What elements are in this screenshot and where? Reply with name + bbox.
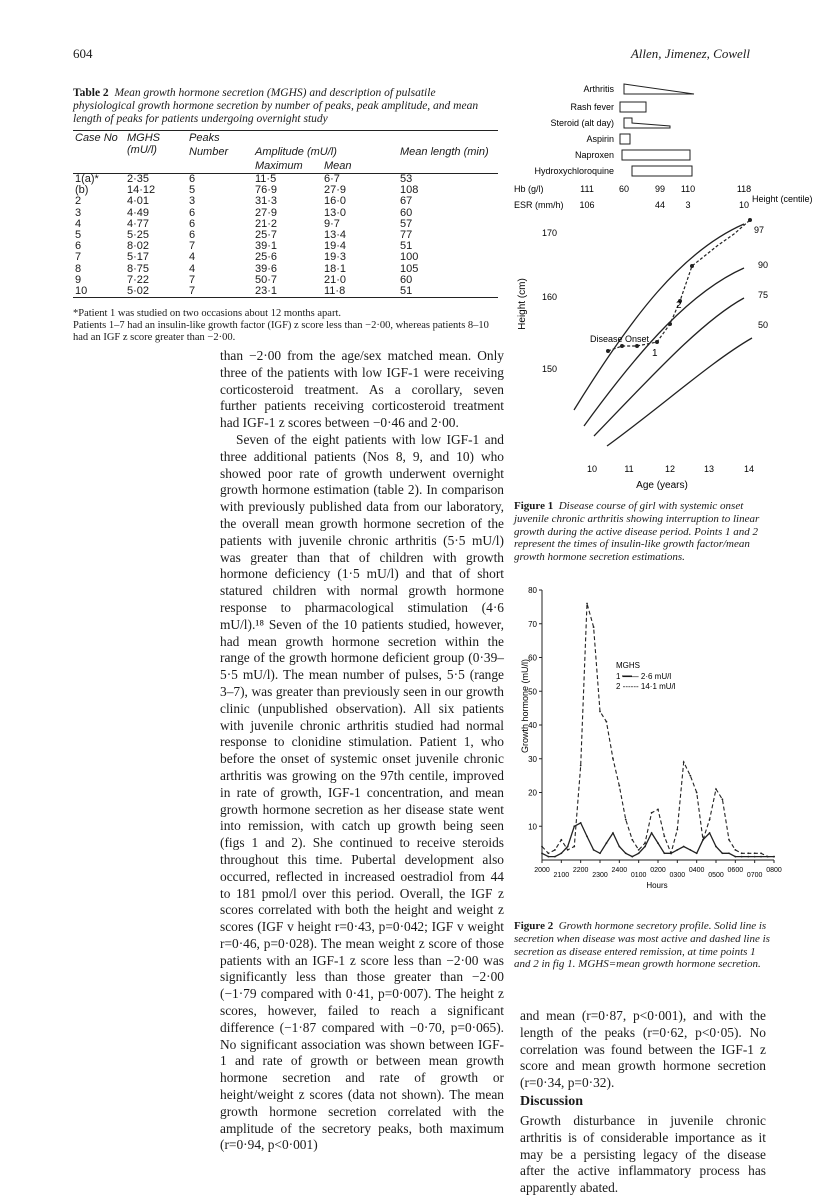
hb-value: 110 — [680, 184, 696, 194]
fig2-series-1-line — [542, 823, 774, 857]
fig2-data-point — [593, 849, 595, 851]
treatment-bar — [624, 84, 694, 94]
table-label: Table 2 — [73, 87, 109, 99]
fig2-data-point — [670, 852, 672, 854]
fig2-data-point — [599, 711, 601, 713]
fig2-data-point — [728, 852, 730, 854]
growth-point — [690, 264, 694, 268]
table-cell: 7 — [189, 240, 196, 253]
fig2-data-point — [625, 852, 627, 854]
patient-growth-line — [608, 220, 750, 351]
growth-point — [635, 344, 639, 348]
centile-label: 90 — [758, 260, 769, 270]
table-cell: 2 — [75, 195, 82, 208]
fig2-data-point — [696, 852, 698, 854]
fig2-data-point — [618, 785, 620, 787]
point-label-2: 2 — [676, 300, 682, 311]
table-cell: 6 — [189, 229, 196, 242]
fig2-x-tick-label: 2400 — [611, 867, 628, 874]
fig2-data-point — [586, 603, 588, 605]
fig2-data-point — [747, 856, 749, 858]
x-axis-label: Age (years) — [636, 480, 688, 491]
table-cell: 31·3 — [255, 195, 278, 208]
x-tick-label: 13 — [703, 464, 715, 474]
fig2-data-point — [657, 808, 659, 810]
col-header-amplitude: Amplitude (mU/l) — [255, 146, 337, 158]
fig2-data-point — [547, 856, 549, 858]
table-cell: 8·75 — [127, 262, 150, 275]
y-tick-label: 170 — [542, 228, 558, 238]
table-cell: 5 — [189, 184, 196, 197]
fig2-y-tick-label: 80 — [528, 586, 537, 595]
table-cell: 10 — [75, 285, 88, 298]
table-cell: 39·1 — [255, 240, 278, 253]
fig2-y-tick-label: 70 — [528, 619, 537, 629]
table-cell: 14·12 — [127, 184, 156, 197]
figure-2-label: Figure 2 — [514, 920, 554, 932]
treatment-label: Hydroxychloroquine — [534, 166, 614, 176]
table-cell: 21·2 — [255, 217, 278, 230]
figure-1-caption — [514, 500, 770, 564]
fig2-data-point — [599, 852, 601, 854]
centile-label: 50 — [758, 320, 769, 330]
fig2-data-point — [612, 832, 614, 834]
esr-value: 10 — [738, 200, 750, 210]
table-cell: 4·77 — [127, 217, 150, 230]
treatment-label: Arthritis — [583, 84, 614, 94]
fig2-x-axis-label: Hours — [646, 881, 668, 890]
fig2-data-point — [683, 846, 685, 848]
table-2 — [73, 130, 498, 298]
fig2-data-point — [754, 856, 756, 858]
table-cell: 18·1 — [324, 262, 347, 275]
page-number: 604 — [73, 46, 93, 61]
table-cell: 8 — [75, 262, 82, 275]
table-cell: 6 — [189, 173, 196, 185]
esr-label: ESR (mm/h) — [514, 200, 564, 210]
table-cell: 7 — [189, 273, 196, 286]
fig2-data-point — [676, 829, 678, 831]
fig2-data-point — [741, 856, 743, 858]
table-cell: 13·4 — [324, 229, 347, 242]
col-header-maximum: Maximum — [255, 160, 303, 172]
fig2-data-point — [734, 856, 736, 858]
fig2-data-point — [580, 765, 582, 767]
figure-2 — [512, 580, 788, 890]
treatment-bar — [632, 166, 692, 176]
treatment-bar — [620, 134, 630, 144]
table-cell: 25·6 — [255, 251, 278, 264]
fig2-data-point — [689, 775, 691, 777]
table-cell: 16·0 — [324, 195, 347, 208]
fig2-legend-title: MGHS — [616, 661, 640, 670]
fig2-y-tick-label: 10 — [528, 822, 537, 832]
fig2-data-point — [560, 839, 562, 841]
col-header-mean-length: Mean length (min) — [400, 146, 489, 158]
paragraph: than −2·00 from the age/sex matched mean. Only three of the patients with low IGF-1 were receiving corticosteroid treatment. As a corollary, seven further patients receiving corticosteroid treatment had IGF-1 z scores between −0·46 and 2·00. — [220, 348, 504, 431]
fig2-data-point — [702, 839, 704, 841]
table-cell: 6 — [75, 240, 82, 253]
hb-value: 60 — [618, 184, 630, 194]
treatment-label: Steroid (alt day) — [550, 118, 614, 128]
table-cell: 21·0 — [324, 273, 347, 286]
table-cell: 51 — [400, 240, 413, 253]
table-cell: 39·6 — [255, 262, 278, 275]
table-cell: 8·02 — [127, 240, 150, 253]
table-cell: 27·9 — [255, 206, 278, 219]
treatment-bar — [622, 150, 690, 160]
growth-point — [655, 340, 659, 344]
fig2-legend-entry-2: 2 ------ 14·1 mU/l — [616, 682, 676, 691]
fig2-data-point — [709, 832, 711, 834]
fig2-x-tick-label: 0200 — [650, 867, 666, 874]
x-tick-label: 11 — [624, 464, 634, 474]
treatment-bar — [620, 102, 646, 112]
table-cell: 5·25 — [127, 229, 150, 242]
fig2-data-point — [709, 819, 711, 821]
table-cell: 5 — [75, 229, 82, 242]
paragraph: and mean (r=0·87, p<0·001), and with the length of the peaks (r=0·62, p<0·05). No correlation was found between the IGF-1 z score and mean growth hormone secretion (r=0·34, p=0·32). — [520, 1008, 766, 1091]
table-cell: 9·7 — [324, 217, 340, 230]
fig2-x-tick-label: 0500 — [708, 872, 724, 879]
esr-value: 44 — [654, 200, 666, 210]
fig2-x-tick-label: 0100 — [630, 872, 647, 879]
centile-label: 75 — [758, 290, 769, 300]
fig2-data-point — [612, 758, 614, 760]
fig2-y-tick-label: 30 — [528, 754, 537, 764]
table-cell: 11·8 — [324, 285, 346, 298]
centile-title: Height (centile) — [752, 194, 813, 204]
table-cell: 60 — [400, 273, 413, 286]
fig2-data-point — [676, 849, 678, 851]
fig2-data-point — [734, 849, 736, 851]
table-cell: 7 — [75, 251, 82, 264]
fig2-data-point — [560, 852, 562, 854]
table-cell: 3 — [75, 206, 82, 219]
fig2-data-point — [573, 846, 575, 848]
col-header-peaks: Peaks — [189, 132, 220, 144]
fig2-data-point — [618, 846, 620, 848]
table-row — [73, 196, 498, 207]
hb-value: 118 — [736, 184, 752, 194]
col-header-mean: Mean — [324, 160, 352, 172]
fig2-data-point — [715, 846, 717, 848]
fig2-data-point — [767, 856, 769, 858]
fig2-data-point — [625, 819, 627, 821]
y-axis-label: Height (cm) — [517, 278, 528, 330]
fig2-data-point — [638, 852, 640, 854]
patient-growth-points — [606, 218, 752, 353]
fig2-data-point — [651, 812, 653, 814]
table-cell: 4 — [75, 217, 82, 230]
table-cell: 50·7 — [255, 273, 278, 286]
point-label-1: 1 — [652, 348, 658, 359]
treatment-label: Naproxen — [574, 150, 614, 160]
esr-row — [514, 200, 749, 210]
figure-1 — [512, 76, 813, 496]
table-cell: 51 — [400, 285, 413, 298]
fig2-data-point — [728, 839, 730, 841]
discussion-heading: Discussion — [520, 1094, 584, 1109]
fig2-data-point — [760, 856, 762, 858]
table-cell: 23·1 — [255, 285, 278, 298]
esr-value: 3 — [685, 200, 691, 210]
fig2-data-point — [541, 846, 543, 848]
fig2-data-point — [760, 852, 762, 854]
figure-2-caption-text: Growth hormone secretory profile. Solid line is secretion when disease was most active and dashed line is secretion as disease entered remission, at time points 1 and 2 in fig 1. MGHS=mean growth hormone secretion. — [514, 920, 770, 971]
table-cell: 7 — [189, 285, 196, 298]
fig2-data-point — [651, 832, 653, 834]
fig2-data-point — [638, 849, 640, 851]
body-column-1 — [220, 348, 504, 1154]
table-row — [73, 252, 498, 263]
col-header-case: Case No — [75, 132, 118, 144]
fig2-data-point — [747, 852, 749, 854]
fig2-data-point — [689, 849, 691, 851]
table-cell: 19·3 — [324, 251, 347, 264]
fig2-data-point — [741, 852, 743, 854]
table-cell: (b) — [75, 184, 89, 197]
table-cell: 108 — [400, 184, 419, 197]
x-tick-label: 10 — [586, 464, 598, 474]
growth-point — [606, 349, 610, 353]
fig2-legend-entry-1: 1 —— 2·6 mU/l — [616, 672, 672, 681]
fig2-data-point — [644, 846, 646, 848]
discussion-paragraph — [520, 1113, 766, 1197]
centile-curve-50 — [607, 338, 752, 446]
hb-label: Hb (g/l) — [514, 184, 544, 194]
figure-2-caption — [514, 920, 770, 971]
fig2-data-point — [593, 626, 595, 628]
fig2-data-point — [547, 852, 549, 854]
fig2-data-point — [721, 798, 723, 800]
fig2-data-point — [554, 849, 556, 851]
table-cell: 19·4 — [324, 240, 347, 253]
table-caption-text: Mean growth hormone secretion (MGHS) and description of pulsatile physiological growth hormone secretion by number of peaks, peak amplitude, and mean length of peaks for patients undergoing overnight study — [73, 87, 479, 125]
table-cell: 105 — [400, 262, 419, 275]
fig2-x-tick-label: 2300 — [592, 872, 608, 879]
onset-label: Disease Onset — [590, 334, 650, 344]
table-cell: 77 — [400, 229, 413, 242]
fig2-data-point — [554, 856, 556, 858]
table-cell: 5·17 — [127, 251, 150, 264]
fig2-data-point — [586, 835, 588, 837]
fig2-data-point — [644, 842, 646, 844]
paragraph: Seven of the eight patients with low IGF-1 and three additional patients (Nos 8, 9, and 10) who showed poor rate of growth underwent overnight growth hormone estimation (table 2). In comparison with previously published data from our laboratory, the overall mean growth hormone secretion of the patients with juvenile chronic arthritis (5·5 mU/l) was greater than that of children with growth hormone deficiency (1·5 mU/l) and that of short statured children with normal growth hormone response to pharmacological stimulation (4·6 mU/l).¹⁸ Seven of the 10 patients studied, however, had mean growth hormone secretion within the range of the growth hormone deficient group (0·39–5·5 mU/l). The mean number of pulses, 5·5 (range 3–7), was greater than previously seen in our growth clinic (unpublished observation). All six patients with juvenile chronic arthritis studied had normal response to clonidine stimulation. Patient 1, who before the onset of systemic onset juvenile chronic arthritis was growing on the 97th centile, improved in rate of growth, IGF-1 concentration, and mean growth hormone secretion as her disease state went into remission, with catch up growth being seen (figs 1 and 2). She continued to receive steroids throughout this time. Pubertal development also occurred, reflected in increased oestradiol from 44 to 181 pmol/l over this period. Overall, the IGF z scores correlated with both the height and weight z scores (IGF v height r=0·43, p=0·042; IGF v weight r=0·46, p=0·028). The mean weight z score of those patients with an IGF-1 z score less than −2·00 was significantly less than those greater than −2·00 (−1·79 compared with 0·41, p=0·007). The height z scores, however, failed to reach a significant difference (−1·87 compared with −0·70, p=0·065). No significant association was shown between IGF-1 and rate of growth or between mean growth hormone secretion and rate of growth or height/weight z scores (data not shown). The mean growth hormone secretion correlated with the amplitude of the secretory peaks, both maximum (r=0·94, p<0·001) — [220, 431, 504, 1153]
fig2-data-point — [773, 856, 775, 858]
fig2-data-point — [580, 822, 582, 824]
fig2-data-point — [631, 839, 633, 841]
fig2-data-point — [631, 856, 633, 858]
figure-1-caption-text: Disease course of girl with systemic onset juvenile chronic arthritis showing interruption to linear growth during the active disease period. Points 1 and 2 represent the times of insulin-like growth factor/mean growth hormone secretion estimations. — [514, 500, 760, 564]
table-cell: 6 — [189, 217, 196, 230]
table-cell: 53 — [400, 173, 413, 185]
hb-value: 99 — [654, 184, 666, 194]
fig2-data-point — [721, 852, 723, 854]
growth-point — [668, 322, 672, 326]
table-cell: 27·9 — [324, 184, 347, 197]
fig2-data-point — [567, 849, 569, 851]
esr-value: 106 — [579, 200, 595, 210]
fig2-data-point — [657, 842, 659, 844]
fig2-data-point — [605, 842, 607, 844]
table-cell: 67 — [400, 195, 413, 208]
x-tick-label: 14 — [743, 464, 755, 474]
fig2-data-point — [663, 852, 665, 854]
table-cell: 4·49 — [127, 206, 150, 219]
col-header-mghs: MGHS (mU/l) — [127, 132, 160, 156]
fig2-data-point — [696, 792, 698, 794]
fig2-data-point — [754, 852, 756, 854]
fig2-y-tick-label: 40 — [528, 721, 537, 730]
fig2-x-tick-label: 0400 — [688, 867, 705, 874]
fig2-y-tick-label: 60 — [528, 653, 537, 663]
fig2-y-axis-label: Growth hormone (mU/l) — [520, 658, 530, 754]
table-cell: 7·22 — [127, 273, 150, 286]
fig2-data-point — [567, 846, 569, 848]
hb-value: 111 — [580, 184, 594, 194]
table-cell: 9 — [75, 273, 82, 286]
table-cell: 3 — [189, 195, 196, 208]
y-tick-label: 160 — [542, 292, 558, 302]
fig2-data-point — [605, 721, 607, 723]
treatment-bar — [624, 118, 670, 128]
treatment-timeline — [534, 84, 694, 176]
table-cell: 11·5 — [255, 173, 277, 185]
fig2-y-tick-label: 50 — [528, 687, 537, 697]
y-tick-label: 150 — [542, 364, 558, 374]
table-cell: 57 — [400, 217, 413, 230]
running-head: Allen, Jimenez, Cowell — [630, 46, 750, 61]
fig2-x-tick-label: 2000 — [534, 867, 550, 874]
table-cell: 4 — [189, 262, 196, 275]
table-caption — [73, 87, 493, 126]
table-cell: 13·0 — [324, 206, 347, 219]
fig2-y-tick-label: 20 — [528, 788, 537, 798]
fig2-data-point — [573, 825, 575, 827]
table-cell: 76·9 — [255, 184, 278, 197]
figure-1-label: Figure 1 — [514, 500, 554, 512]
table-cell: 6·7 — [324, 173, 340, 185]
treatment-label: Rash fever — [570, 102, 614, 112]
fig2-x-tick-label: 2200 — [572, 867, 589, 874]
table-cell: 25·7 — [255, 229, 278, 242]
fig2-x-tick-label: 0800 — [766, 867, 782, 874]
fig2-x-tick-label: 0600 — [727, 867, 744, 874]
table-cell: 4·01 — [127, 195, 150, 208]
fig2-x-tick-label: 2100 — [553, 872, 570, 879]
table-footnote-1: *Patient 1 was studied on two occasions about 12 months apart. — [73, 308, 342, 319]
fig2-x-tick-label: 0700 — [746, 872, 763, 879]
fig2-x-tick-label: 0300 — [669, 872, 686, 879]
paragraph: Growth disturbance in juvenile chronic arthritis is of considerable importance as it may be a persisting legacy of the disease after the active inflammatory process has apparently abated. — [520, 1113, 766, 1196]
treatment-label: Aspirin — [586, 134, 614, 144]
x-tick-label: 12 — [664, 464, 676, 474]
growth-point — [620, 344, 624, 348]
fig2-data-point — [683, 761, 685, 763]
table-cell: 5·02 — [127, 285, 150, 298]
table-cell: 1(a)* — [75, 173, 99, 185]
table-cell: 100 — [400, 251, 419, 264]
fig2-data-point — [663, 835, 665, 837]
fig2-series-2-line — [542, 604, 774, 857]
table-cell: 4 — [189, 251, 196, 264]
table-cell: 6 — [189, 206, 196, 219]
hb-row — [514, 184, 751, 194]
table-footnotes — [73, 308, 503, 344]
table-cell: 2·35 — [127, 173, 150, 185]
table-row — [73, 286, 498, 298]
centile-curve-75 — [594, 298, 744, 436]
centile-curve-97 — [574, 224, 744, 410]
body-column-2 — [520, 1008, 766, 1092]
table-cell: 60 — [400, 206, 413, 219]
centile-label: 97 — [754, 225, 765, 235]
fig2-data-point — [715, 788, 717, 790]
fig2-data-point — [541, 852, 543, 854]
col-header-number: Number — [189, 146, 229, 158]
table-footnote-2: Patients 1–7 had an insulin-like growth factor (IGF) z score less than −2·00, whereas patients 8–10 had an IGF z score greater than −2·00. — [73, 320, 489, 343]
growth-point — [748, 218, 752, 222]
